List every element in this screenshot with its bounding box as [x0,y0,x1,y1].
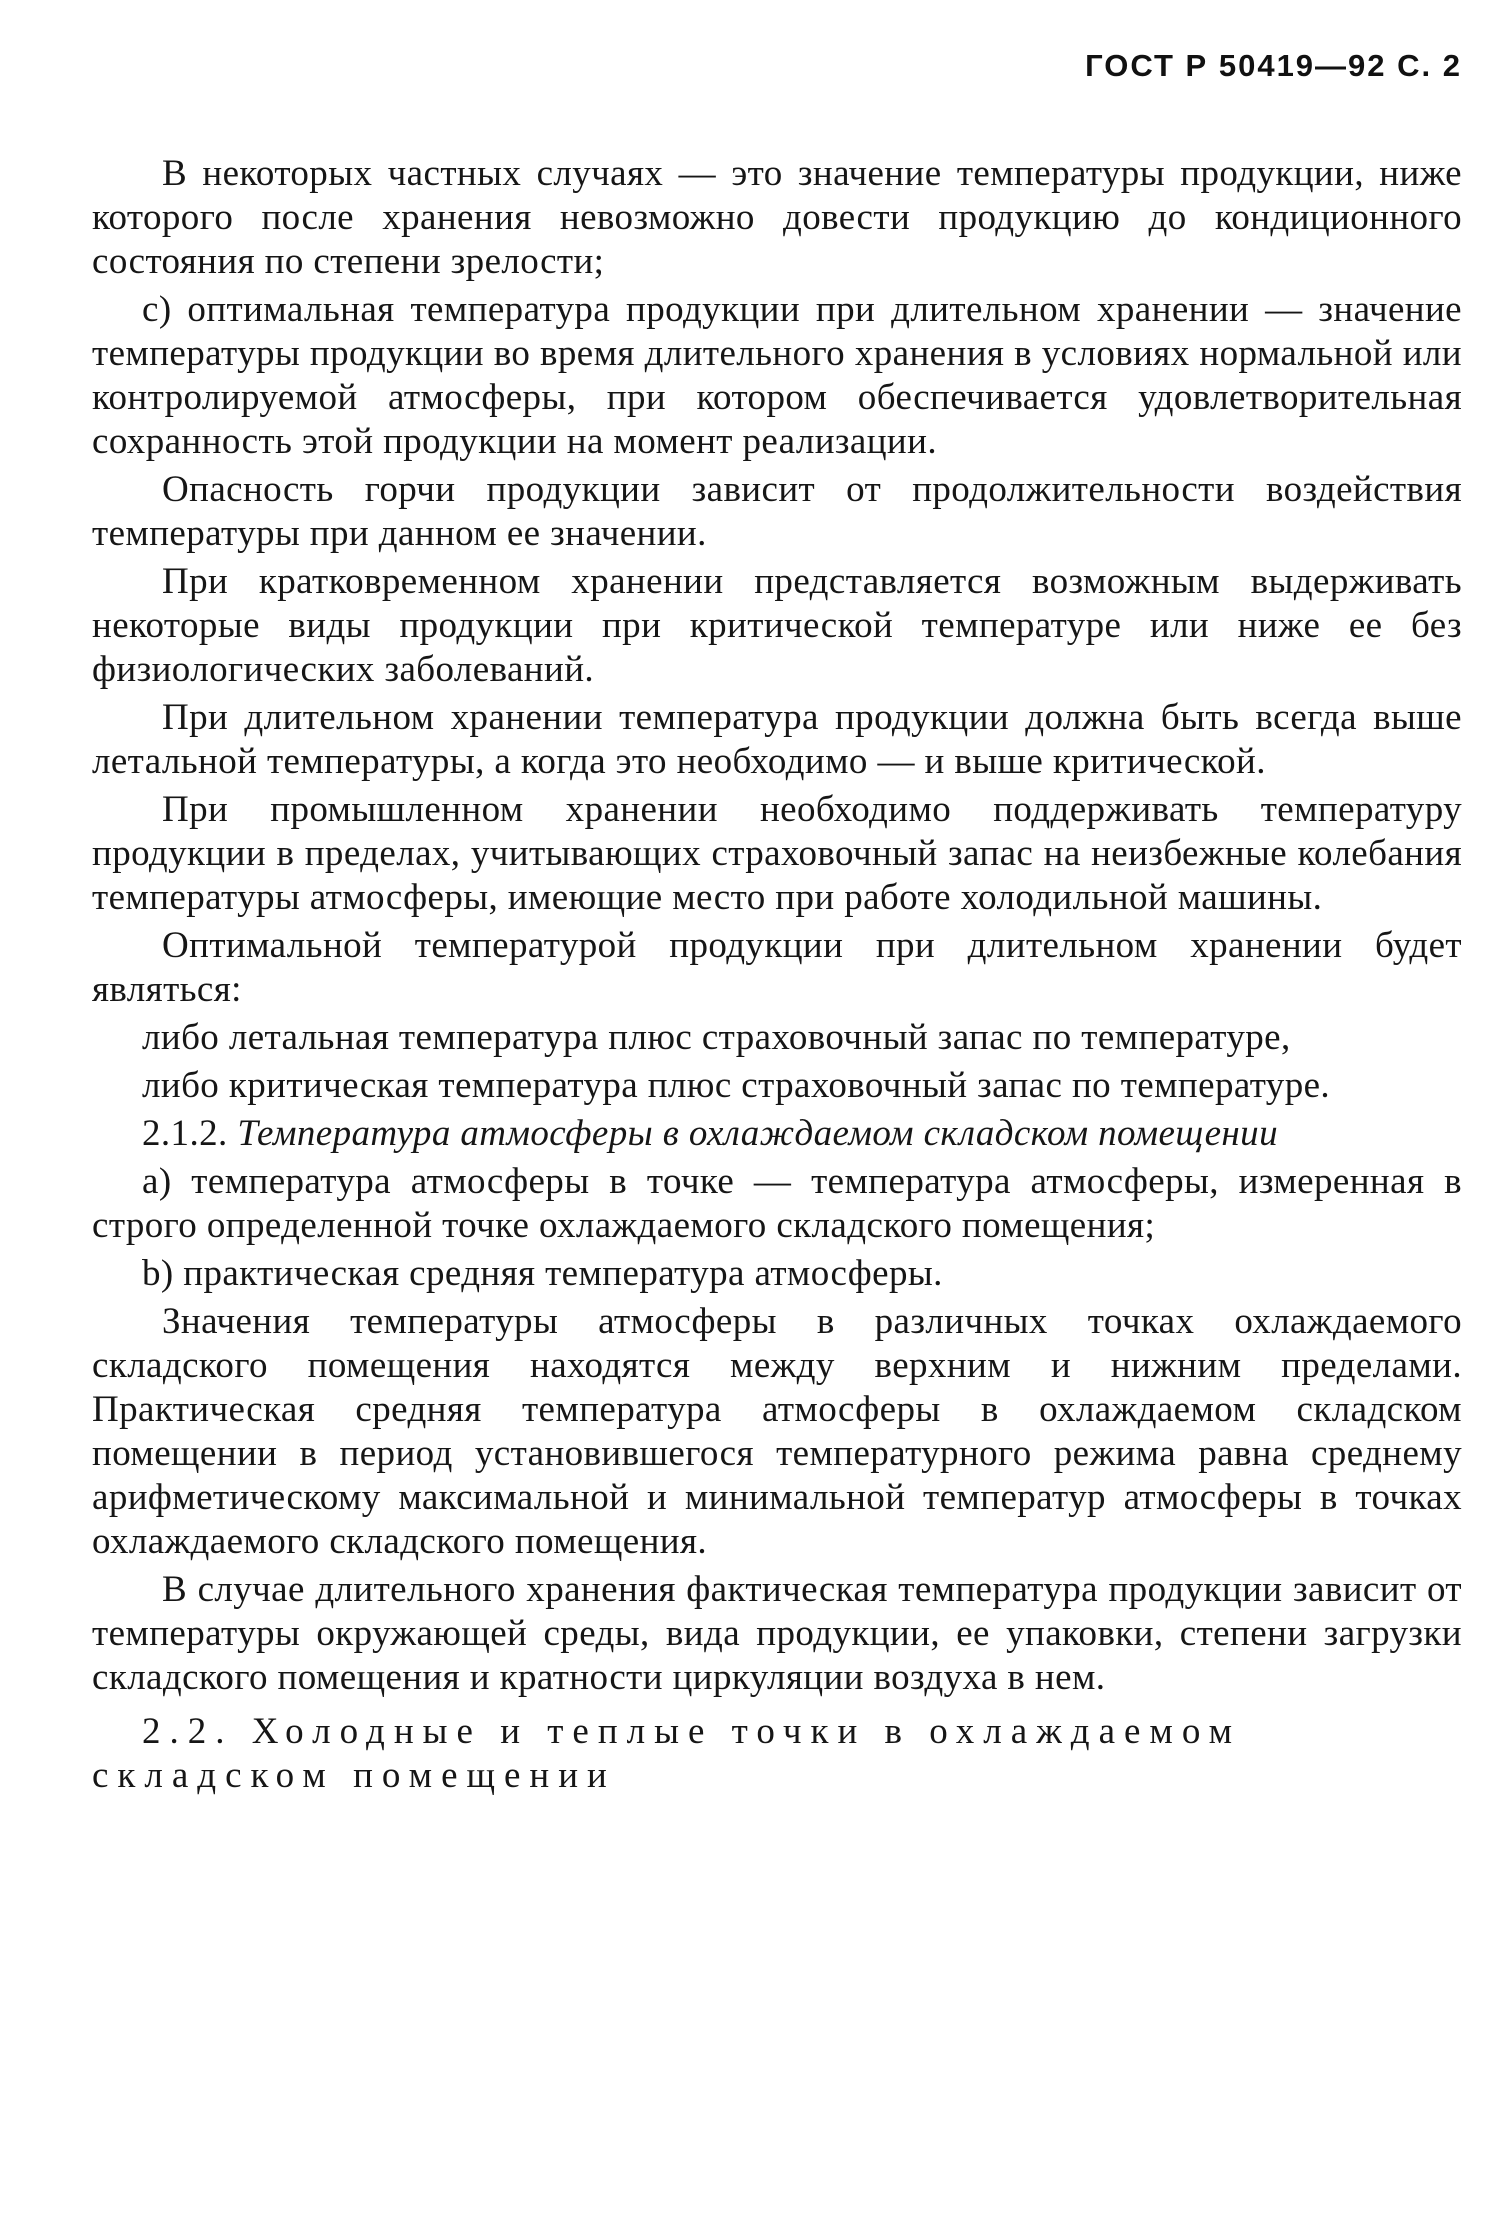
paragraph: В случае длительного хранения фактическая температура продукции зависит от температуры окружающей среды, вида продукции, ее упаковки, степени загрузки складского помещения и кратности циркуляции воздуха в нем. [92,1569,1462,1698]
paragraph: При промышленном хранении необходимо поддерживать температуру продукции в пределах, учитывающих страховочный запас на неизбежные колебания температуры атмосферы, имеющие место при работе холодильной машины. [92,789,1462,918]
paragraph: либо критическая температура плюс страховочный запас по температуре. [142,1065,1331,1106]
paragraph: Оптимальной температурой продукции при длительном хранении будет являться: [92,925,1462,1010]
paragraph: с) оптимальная температура продукции при длительном хранении — значение температуры продукции во время длительного хранения в условиях нормальной или контролируемой атмосферы, при котором обеспечивается удовлетворительная сохранность этой продукции на момент реализации. [92,289,1462,462]
paragraph: Опасность горчи продукции зависит от продолжительности воздействия температуры при данном ее значении. [92,469,1462,554]
section-title: Холодные и теплые точки в охлаждаемом складском помещении [92,1711,1242,1796]
paragraph: При кратковременном хранении представляется возможным выдерживать некоторые виды продукции при критической температуре или ниже ее без физиологических заболеваний. [92,561,1462,690]
paragraph: Значения температуры атмосферы в различных точках охлаждаемого складского помещения находятся между верхним и нижним пределами. Практическая средняя температура атмосферы в охлаждаемом складском помещении в период установившегося температурного режима равна среднему арифметическому максимальной и минимальной температур атмосферы в точках охлаждаемого складского помещения. [92,1301,1462,1562]
paragraph: b) практическая средняя температура атмосферы. [142,1253,943,1294]
paragraph: При длительном хранении температура продукции должна быть всегда выше летальной температуры, а когда это необходимо — и выше критической. [92,697,1462,782]
section-number: 2.1.2. [142,1113,228,1154]
page-header: ГОСТ Р 50419—92 С. 2 [1085,48,1462,83]
paragraph: а) температура атмосферы в точке — температура атмосферы, измеренная в строго определенной точке охлаждаемого складского помещения; [92,1161,1462,1246]
section-number: 2.2. [142,1711,234,1752]
section-heading-2-1-2 [92,1112,1462,1156]
section-heading-2-2 [92,1710,1462,1798]
paragraph: В некоторых частных случаях — это значение температуры продукции, ниже которого после хранения невозможно довести продукцию до кондиционного состояния по степени зрелости; [92,153,1462,282]
document-page [92,48,1462,2188]
section-title: Температура атмосферы в охлаждаемом складском помещении [237,1113,1278,1154]
paragraph: либо летальная температура плюс страховочный запас по температуре, [142,1017,1291,1058]
document-body [92,152,1462,1802]
